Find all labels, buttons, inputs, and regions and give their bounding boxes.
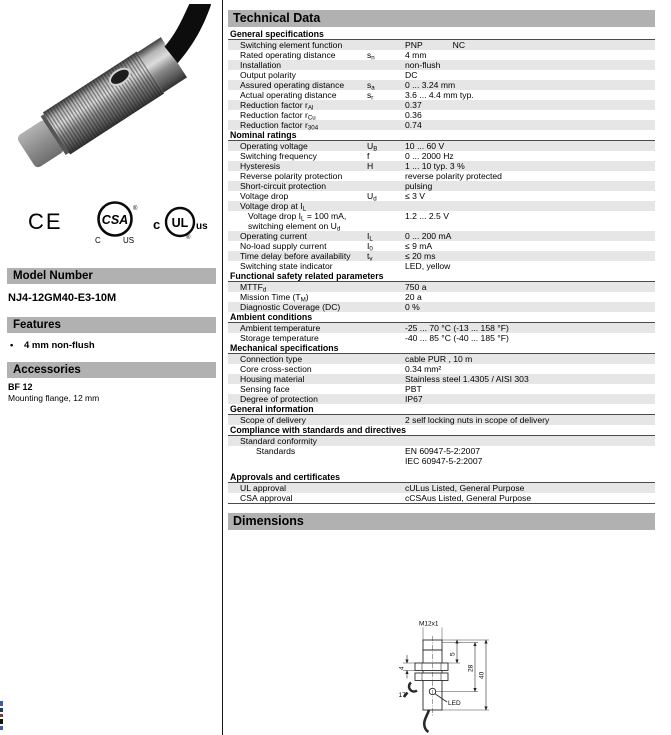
features-header: Features <box>7 317 216 333</box>
spec-label: Switching frequency <box>240 151 317 161</box>
spec-value: reverse polarity protected <box>405 171 502 181</box>
spec-value: cable PUR , 10 m <box>405 354 473 364</box>
section-title: Approvals and certificates <box>228 472 655 483</box>
spec-value: IP67 <box>405 394 423 404</box>
spec-symbol: $s_r$ <box>367 90 374 102</box>
spec-symbol <box>367 364 405 374</box>
spec-row <box>228 323 655 333</box>
spec-value: ≤ 3 V <box>405 191 426 201</box>
spec-label: Reduction factor $r_{Cu}$ <box>240 110 316 122</box>
svg-text:C: C <box>95 236 101 245</box>
spec-label: $MTTF_d$ <box>240 282 267 294</box>
section-title: General information <box>228 404 655 415</box>
spec-symbol: $s_n$ <box>367 50 375 62</box>
spec-value: EN 60947-5-2:2007 IEC 60947-5-2:2007 <box>405 446 483 466</box>
spec-value: PNP NC <box>405 40 466 50</box>
spec-label: Operating current <box>240 231 307 241</box>
spec-label: Rated operating distance <box>240 50 336 60</box>
spec-section <box>228 29 655 130</box>
spec-row <box>228 282 655 292</box>
spec-row <box>228 151 655 161</box>
spec-label: No-load supply current <box>240 241 327 251</box>
spec-value: LED, yellow <box>405 261 451 271</box>
spec-value-2: NC <box>452 40 466 50</box>
spec-table <box>228 29 655 504</box>
spec-label: Actual operating distance <box>240 90 337 100</box>
spec-value: 4 mm <box>405 50 427 60</box>
spec-value: cULus Listed, General Purpose <box>405 483 525 493</box>
spec-value: pulsing <box>405 181 433 191</box>
dimension-drawing <box>398 616 508 735</box>
svg-text:®: ® <box>186 235 191 241</box>
spec-row <box>228 354 655 364</box>
spec-symbol: $U_B$ <box>367 141 378 153</box>
svg-text:CSA: CSA <box>101 213 129 227</box>
spec-row <box>228 384 655 394</box>
spec-row <box>228 50 655 60</box>
spec-value: 10 ... 60 V <box>405 141 445 151</box>
dim-40-label: 40 <box>478 671 486 679</box>
technical-data-header: Technical Data <box>228 10 655 27</box>
spec-value: 1.2 ... 2.5 V <box>405 211 449 221</box>
dim-5-label: 5 <box>449 652 457 656</box>
spec-symbol: H <box>367 161 374 171</box>
product-photo <box>8 4 215 188</box>
spec-label: Storage temperature <box>240 333 319 343</box>
spec-symbol <box>367 323 405 333</box>
led-label: LED <box>448 700 461 707</box>
svg-text:UL: UL <box>171 216 189 230</box>
spec-label: Switching state indicator <box>240 261 333 271</box>
spec-value: 3.6 ... 4.4 mm typ. <box>405 90 474 100</box>
spec-row <box>228 181 655 191</box>
spec-label: CSA approval <box>240 493 293 503</box>
spec-label: Sensing face <box>240 384 290 394</box>
spec-symbol <box>367 110 405 120</box>
spec-value: non-flush <box>405 60 441 70</box>
cable-line <box>424 710 429 732</box>
spec-label: Reverse polarity protection <box>240 171 343 181</box>
spec-row <box>228 40 655 50</box>
spec-value: cCSAus Listed, General Purpose <box>405 493 532 503</box>
spec-label: UL approval <box>240 483 287 493</box>
ul-mark-icon <box>152 202 210 246</box>
spec-symbol <box>367 211 405 231</box>
spec-symbol: $I_0$ <box>367 241 373 253</box>
spec-row <box>228 211 655 231</box>
accessory-desc: Mounting flange, 12 mm <box>8 393 100 403</box>
spec-value: 750 a <box>405 282 427 292</box>
model-number-value: NJ4-12GM40-E3-10M <box>8 292 117 304</box>
spec-symbol: f <box>367 151 370 161</box>
spec-label: Connection type <box>240 354 303 364</box>
spec-symbol <box>367 282 405 292</box>
spec-section <box>228 404 655 425</box>
spec-symbol <box>367 415 405 425</box>
spec-value: PBT <box>405 384 422 394</box>
section-title: Nominal ratings <box>228 130 655 141</box>
spec-label: Voltage drop at $I_L$ <box>240 201 307 213</box>
spec-value: 0.34 mm² <box>405 364 442 374</box>
dimensions-header: Dimensions <box>228 513 655 530</box>
spec-row <box>228 90 655 100</box>
spec-row <box>228 436 655 446</box>
feature-text: 4 mm non-flush <box>24 340 95 351</box>
spec-label: Output polarity <box>240 70 296 80</box>
feature-item <box>10 340 95 351</box>
spec-label: Mission Time $(T_M)$ <box>240 292 309 304</box>
ce-mark-icon <box>28 208 64 234</box>
spec-row <box>228 171 655 181</box>
spec-row <box>228 302 655 312</box>
spec-row <box>228 231 655 241</box>
spec-symbol <box>367 40 405 50</box>
technical-data-panel <box>228 10 655 530</box>
spec-row <box>228 493 655 503</box>
spec-value: 0.37 <box>405 100 422 110</box>
spec-section <box>228 271 655 312</box>
spec-value: DC <box>405 70 418 80</box>
spec-symbol <box>367 483 405 493</box>
spec-row <box>228 241 655 251</box>
spec-symbol <box>367 181 405 191</box>
spec-symbol <box>367 171 405 181</box>
spec-value: -40 ... 85 °C (-40 ... 185 °F) <box>405 333 509 343</box>
section-title: General specifications <box>228 29 655 40</box>
spec-section <box>228 312 655 343</box>
spec-label: Reduction factor $r_{304}$ <box>240 120 319 132</box>
spec-label: Standard conformity <box>240 436 317 446</box>
svg-text:®: ® <box>133 206 138 212</box>
spec-section <box>228 425 655 466</box>
csa-mark-icon <box>92 197 138 247</box>
spec-value: 0.74 <box>405 120 422 130</box>
model-number-header: Model Number <box>7 268 216 284</box>
spec-value <box>405 201 655 211</box>
dim-28-label: 28 <box>467 664 475 672</box>
spec-row <box>228 191 655 201</box>
spec-row <box>228 394 655 404</box>
spec-row <box>228 333 655 343</box>
spec-label: Core cross-section <box>240 364 312 374</box>
spec-symbol <box>367 493 405 503</box>
page-edge-print-marks <box>0 701 4 732</box>
wrench-size-label: 17 <box>398 692 406 699</box>
spec-label: Hysteresis <box>240 161 281 171</box>
spec-symbol <box>367 120 405 130</box>
bullet-icon: • <box>10 340 14 351</box>
hex-nut-1 <box>415 663 448 671</box>
spec-symbol: $I_L$ <box>367 231 373 243</box>
hex-nut-2 <box>415 673 448 681</box>
spec-section <box>228 130 655 271</box>
spec-row <box>228 110 655 120</box>
accessory-name: BF 12 <box>8 382 33 392</box>
spec-symbol <box>367 436 405 446</box>
section-title: Ambient conditions <box>228 312 655 323</box>
svg-text:us: us <box>196 221 208 232</box>
spec-section <box>228 343 655 404</box>
spec-row <box>228 100 655 110</box>
wrench-icon <box>404 683 417 698</box>
spec-label: Assured operating distance <box>240 80 345 90</box>
svg-text:c: c <box>153 217 161 232</box>
spec-value: 0 ... 200 mA <box>405 231 452 241</box>
spec-label: Short-circuit protection <box>240 181 326 191</box>
thread-label: M12x1 <box>419 620 439 628</box>
spec-label: Time delay before availability <box>240 251 351 261</box>
thread-texture <box>43 52 164 155</box>
spec-symbol <box>367 384 405 394</box>
spec-symbol <box>367 100 405 110</box>
spec-symbol <box>367 354 405 364</box>
spec-symbol <box>367 394 405 404</box>
spec-value: ≤ 9 mA <box>405 241 433 251</box>
spec-symbol <box>367 261 405 271</box>
spec-value: Stainless steel 1.4305 / AISI 303 <box>405 374 529 384</box>
spec-label: Scope of delivery <box>240 415 306 425</box>
spec-row <box>228 251 655 261</box>
spec-label: Voltage drop <box>240 191 289 201</box>
spec-row <box>228 141 655 151</box>
section-title: Compliance with standards and directives <box>228 425 655 436</box>
spec-row <box>228 364 655 374</box>
spec-label: Operating voltage <box>240 141 308 151</box>
spec-symbol <box>367 60 405 70</box>
spec-label: Installation <box>240 60 282 70</box>
spec-value: 0 ... 2000 Hz <box>405 151 454 161</box>
spec-value: ≤ 20 ms <box>405 251 436 261</box>
spec-row <box>228 446 655 466</box>
spec-label: Standards <box>256 446 296 456</box>
spec-row <box>228 60 655 70</box>
accessories-header: Accessories <box>7 362 216 378</box>
spec-section <box>228 472 655 503</box>
column-divider <box>222 0 223 735</box>
spec-value: -25 ... 70 °C (-13 ... 158 °F) <box>405 323 509 333</box>
spec-value: 1 ... 10 typ. 3 % <box>405 161 465 171</box>
spec-label: Voltage drop $I_L = 100$ mA, switching element on $U_d$ <box>248 211 347 233</box>
svg-text:US: US <box>123 236 135 245</box>
spec-label: Degree of protection <box>240 394 318 404</box>
spec-row <box>228 201 655 211</box>
spec-symbol <box>367 70 405 80</box>
sensor-body <box>8 4 215 174</box>
dim-4-label: 4 <box>398 666 406 670</box>
spec-value: 0.36 <box>405 110 422 120</box>
spec-row <box>228 161 655 171</box>
spec-symbol: $s_a$ <box>367 80 375 92</box>
spec-row <box>228 292 655 302</box>
spec-value <box>405 436 655 446</box>
spec-symbol <box>367 292 405 302</box>
spec-row <box>228 80 655 90</box>
spec-symbol <box>367 374 405 384</box>
spec-label: Reduction factor $r_{Al}$ <box>240 100 314 112</box>
spec-symbol: $t_v$ <box>367 251 373 263</box>
spec-label: Housing material <box>240 374 305 384</box>
spec-value: 0 % <box>405 302 420 312</box>
spec-symbol <box>367 201 405 211</box>
spec-value: 20 a <box>405 292 422 302</box>
spec-row <box>228 261 655 271</box>
spec-label: Ambient temperature <box>240 323 321 333</box>
section-title: Functional safety related parameters <box>228 271 655 282</box>
spec-row <box>228 374 655 384</box>
spec-row <box>228 70 655 80</box>
svg-text:CE: CE <box>28 209 63 234</box>
section-title: Mechanical specifications <box>228 343 655 354</box>
spec-symbol: $U_d$ <box>367 191 377 203</box>
spec-symbol <box>367 302 405 312</box>
spec-row <box>228 415 655 425</box>
spec-label: Diagnostic Coverage (DC) <box>240 302 341 312</box>
spec-symbol <box>367 333 405 343</box>
spec-label: Switching element function <box>240 40 343 50</box>
spec-value: 0 ... 3.24 mm <box>405 80 456 90</box>
spec-row <box>228 483 655 493</box>
spec-row <box>228 120 655 130</box>
spec-symbol <box>367 446 405 466</box>
spec-value: 2 self locking nuts in scope of delivery <box>405 415 550 425</box>
